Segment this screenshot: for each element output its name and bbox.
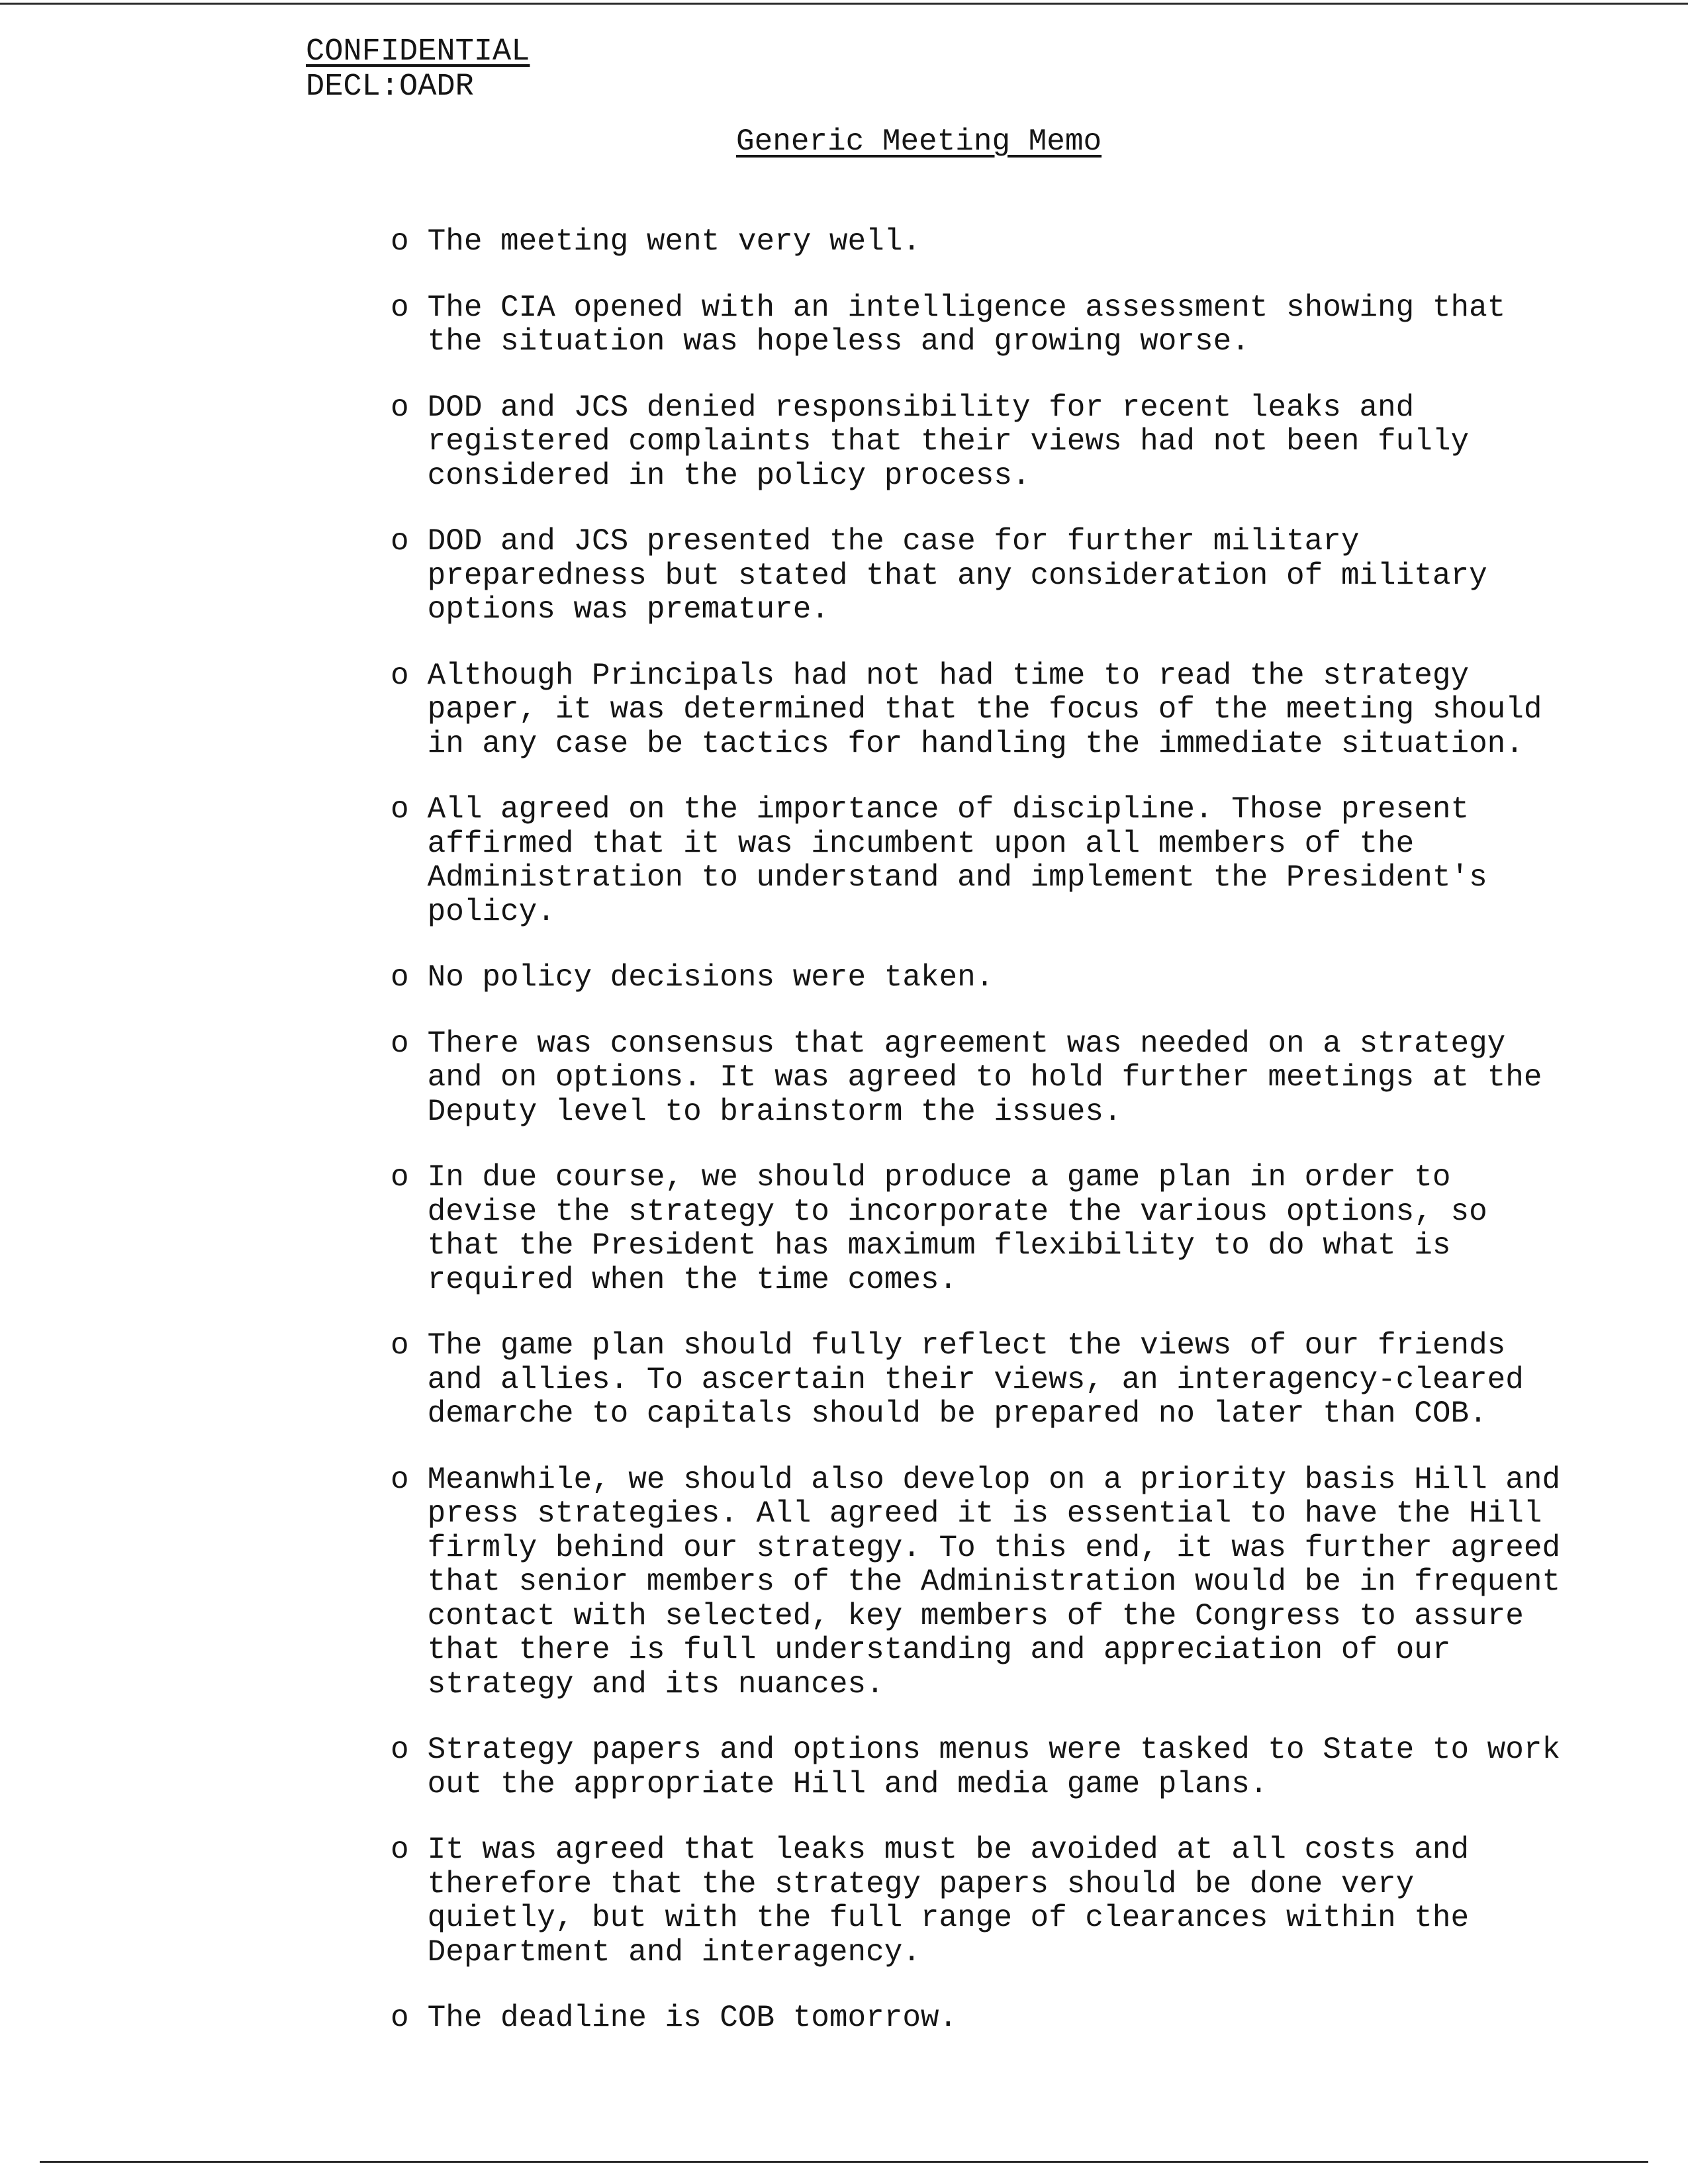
bullet-marker: o [391, 224, 409, 259]
bullet-marker: o [391, 658, 409, 693]
memo-item [391, 1027, 1562, 1130]
document-header [306, 34, 530, 105]
memo-item-text: DOD and JCS denied responsibility for recent leaks and registered complaints that their views had not been fully considered in the policy process. [427, 390, 1470, 493]
bullet-marker: o [391, 1733, 409, 1767]
bullet-marker: o [391, 1462, 409, 1497]
memo-item-text: Although Principals had not had time to read the strategy paper, it was determined that the focus of the meeting should in any case be tactics for handling the immediate situation. [427, 658, 1542, 761]
memo-item [391, 1833, 1562, 1970]
memo-item-text: Strategy papers and options menus were tasked to State to work out the appropriate Hill and media game plans. [427, 1733, 1561, 1801]
memo-item-text: Meanwhile, we should also develop on a priority basis Hill and press strategies. All agreed it is essential to have the Hill firmly behind our strategy. To this end, it was further agreed that senior members of the Administration would be in frequent contact with selected, key members of the Congress to assure that there is full understanding and appreciation of our strategy and its nuances. [427, 1462, 1561, 1702]
memo-item [391, 1733, 1562, 1801]
memo-title: Generic Meeting Memo [736, 124, 1102, 159]
bullet-marker: o [391, 960, 409, 995]
classification-marking: CONFIDENTIAL [306, 34, 530, 69]
bottom-border-line [40, 2161, 1648, 2163]
memo-item [391, 391, 1562, 494]
bullet-marker: o [391, 290, 409, 325]
bullet-marker: o [391, 524, 409, 559]
memo-item-text: It was agreed that leaks must be avoided at all costs and therefore that the strategy papers should be done very quietly, but with the full range of clearances within the Department and interagency. [427, 1833, 1470, 1970]
memo-item [391, 525, 1562, 627]
bullet-marker: o [391, 390, 409, 425]
memo-item-text: All agreed on the importance of discipline. Those present affirmed that it was incumbent upon all members of the Administration to understand and implement the President's policy. [427, 792, 1487, 929]
memo-item [391, 1329, 1562, 1432]
memo-item-text: In due course, we should produce a game plan in order to devise the strategy to incorporate the various options, so that the President has maximum flexibility to do what is required when the time comes. [427, 1160, 1487, 1297]
top-border-line [0, 3, 1688, 5]
memo-item [391, 961, 1562, 995]
memo-item-text: There was consensus that agreement was needed on a strategy and on options. It was agreed to hold further meetings at the Deputy level to brainstorm the issues. [427, 1026, 1542, 1129]
memo-item-text: The game plan should fully reflect the views of our friends and allies. To ascertain their views, an interagency-cleared demarche to capitals should be prepared no later than COB. [427, 1328, 1524, 1431]
bullet-marker: o [391, 2001, 409, 2035]
memo-item-text: The meeting went very well. [427, 224, 921, 259]
memo-item-text: DOD and JCS presented the case for further military preparedness but stated that any consideration of military options was premature. [427, 524, 1487, 627]
memo-item-text: The CIA opened with an intelligence assessment showing that the situation was hopeless and growing worse. [427, 290, 1506, 359]
memo-item-text: No policy decisions were taken. [427, 960, 994, 995]
memo-item [391, 1463, 1562, 1702]
bullet-marker: o [391, 1160, 409, 1195]
memo-item [391, 2001, 1562, 2036]
memo-item [391, 1161, 1562, 1297]
memo-item [391, 225, 1562, 259]
memo-item-text: The deadline is COB tomorrow. [427, 2001, 958, 2035]
bullet-marker: o [391, 1026, 409, 1061]
bullet-marker: o [391, 1833, 409, 1867]
memo-item [391, 793, 1562, 929]
declassification-marking: DECL:OADR [306, 69, 474, 105]
bullet-marker: o [391, 1328, 409, 1363]
memo-item [391, 291, 1562, 359]
bullet-marker: o [391, 792, 409, 827]
memo-item [391, 659, 1562, 762]
memo-body [391, 225, 1562, 2068]
